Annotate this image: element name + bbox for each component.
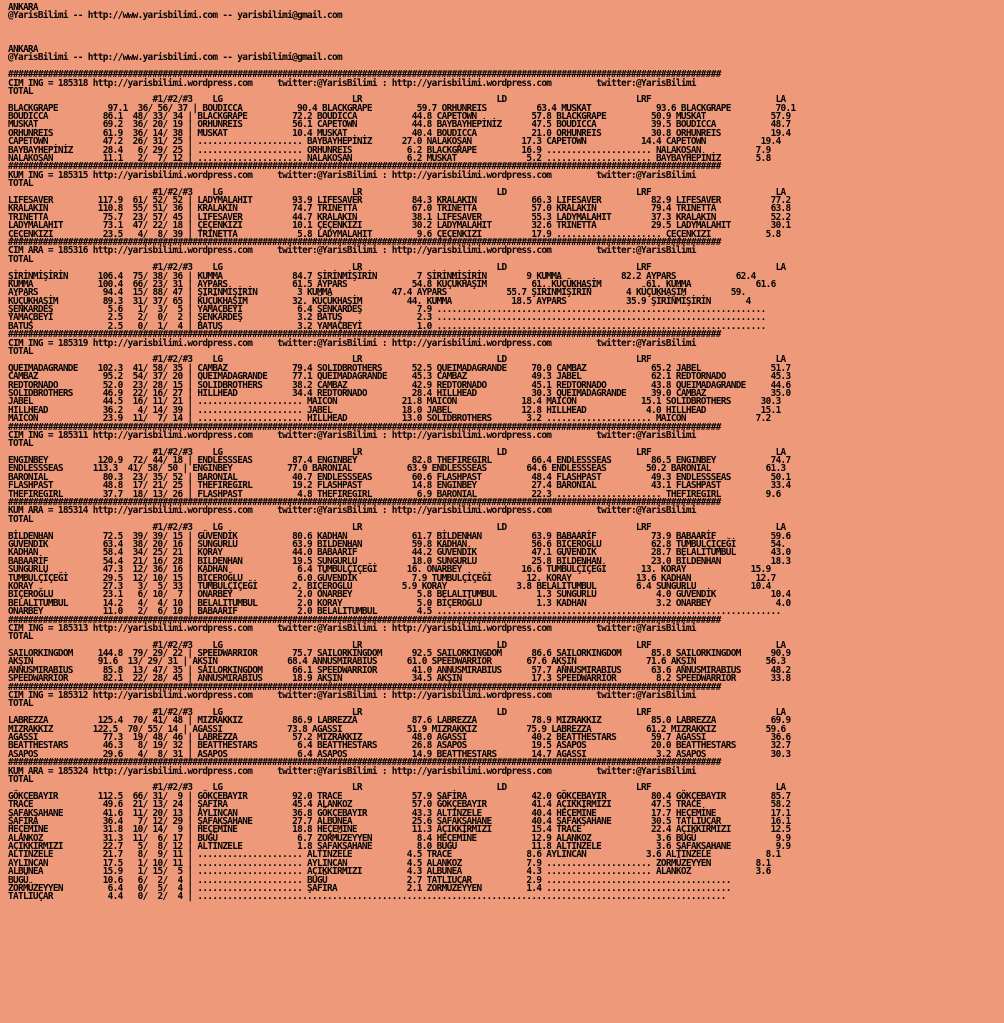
column-header: #1/#2/#3 LG LR LD LRF LA [8, 262, 786, 274]
horse-row: CAPETOWN 47.2 26/ 31/ 25 | ..................... BAYBAYHEPİNİZ 27.0 NALAKOŞAN 17.3 CAPETOWN 14.4 CAPETOWN 19.4 [8, 136, 781, 148]
race-title: CIM ING = 185319 http://yarisbilimi.wordpress.com twitter:@YarisBilimi : http://yarisbilimi.wordpress.com twitter:@YarisBilimi [8, 337, 696, 349]
column-header: #1/#2/#3 LG LR LD LRF LA [8, 782, 786, 794]
horse-row: BELALITUMBUL 14.2 4/ 4/ 10 | BELALITUMBUL 2.0 KORAY 5.0 BİÇEROĞLU 1.3 KADHAN 3.2 ONARBEY 4.0 [8, 597, 791, 609]
section-separator: ############################################################################################################################################### [8, 236, 721, 248]
horse-row: ŞİRİNMİŞİRİN 106.4 75/ 38/ 36 | KUMMA 84.7 ŞİRİNMİŞİRİN 7 ŞİRİNMİŞİRİN 9 KUMMA 82.2 AYPARS 62.4 [8, 270, 756, 282]
horse-row: ŞAFAKŞAHANE 41.6 11/ 20/ 13 | AYLINCAN 36.8 GÖKÇEBAYIR 43.3 ALTINZELE 40.4 HEÇEMİNE 17.7 HEÇEMİNE 17.1 [8, 807, 791, 819]
race-title: CIM ING = 185318 http://yarisbilimi.wordpress.com twitter:@YarisBilimi : http://yarisbilimi.wordpress.com twitter:@YarisBilimi [8, 77, 696, 89]
horse-row: SPEEDWARRIOR 82.1 22/ 28/ 45 | ANNUSMIRABIUS 18.9 AKŞIN 34.5 AKŞIN 17.3 SPEEDWARRIOR 8.2 SPEEDWARRIOR 33.8 [8, 673, 791, 685]
horse-row: FLASHPAST 48.8 17/ 21/ 25 | THEFIREGIRL 19.2 FLASHPAST 14.8 ENGINBEY 27.4 BARONIAL 43.1 FLASHPAST 33.4 [8, 480, 791, 492]
section-separator: ############################################################################################################################################### [8, 681, 721, 693]
column-header: #1/#2/#3 LG LR LD LRF LA [8, 354, 786, 366]
spacer [8, 38, 1004, 46]
section-separator: ############################################################################################################################################### [8, 161, 721, 173]
horse-row: LABREZZA 125.4 70/ 41/ 48 | MIZRAKKIZ 86.9 LABREZZA 87.6 LABREZZA 78.9 MIZRAKKIZ 85.0 LABREZZA 69.9 [8, 715, 791, 727]
horse-row: YAMAÇBEYİ 2.5 2/ 0/ 2 | ŞENKARDEŞ 3.2 BATUŞ 2.3 .................................................................. [8, 312, 766, 324]
horse-row: ZORMÜZEYYEN 6.4 0/ 5/ 4 | ..................... ŞAFİRA 2.1 ZORMÜZEYYEN 1.4 ..................................... [8, 883, 731, 895]
horse-row: TRINETTA 75.7 23/ 57/ 45 | LIFESAVER 44.7 KRALAKIN 38.1 LIFESAVER 55.3 LADYMALAHIT 37.3 KRALAKIN 52.2 [8, 211, 791, 223]
column-header: #1/#2/#3 LG LR LD LRF LA [8, 186, 786, 198]
horse-row: JABEL 44.5 16/ 11/ 21 | ..................... MAICON 21.8 MAICON 18.4 MAICON 15.1 SOLIDBROTHERS 30.3 [8, 396, 781, 408]
horse-row: TATLIUÇAR 4.4 0/ 2/ 4 | .......................................................................................................... [8, 891, 726, 903]
horse-row: ALBUNEA 15.9 1/ 15/ 5 | ..................... AÇIKKIRMIZI 4.3 ALBUNEA 4.3 ..................... ALANKOZ 3.6 [8, 866, 771, 878]
horse-row: MIZRAKKIZ 122.5 70/ 55/ 14 | AGASSI 73.8 AGASSI 51.9 MIZRAKKIZ 75.9 LABREZZA 61.2 MIZRAKKIZ 59.6 [8, 723, 786, 735]
horse-row: LIFESAVER 117.9 61/ 52/ 52 | LADYMALAHIT 93.9 LIFESAVER 84.3 KRALAKIN 66.3 LIFESAVER 82.9 LIFESAVER 77.2 [8, 194, 791, 206]
horse-row: ALANKOZ 31.3 11/ 6/ 17 | BUGÜ 6.7 ZORMÜZEYYEN 8.4 HEÇEMİNE 12.9 ALANKOZ 3.6 BUGÜ 9.9 [8, 832, 791, 844]
section-separator: ############################################################################################################################################### [8, 421, 721, 433]
horse-row: REDTORNADO 52.0 23/ 28/ 15 | SOLIDBROTHERS 38.2 CAMBAZ 42.9 REDTORNADO 45.1 REDTORNADO 43.8 QUEIMADAGRANDE 44.6 [8, 379, 791, 391]
horse-row: GÖKÇEBAYIR 112.5 66/ 31/ 9 | GÖKÇEBAYIR 92.0 TRACE 57.9 ŞAFİRA 42.0 GÖKÇEBAYIR 80.4 GÖKÇEBAYIR 85.7 [8, 790, 791, 802]
column-header: #1/#2/#3 LG LR LD LRF LA [8, 522, 786, 534]
column-header: #1/#2/#3 LG LR LD LRF LA [8, 94, 786, 106]
horse-row: AÇIKKIRMIZI 22.7 5/ 8/ 12 | ALTINZELE 1.8 ŞAFAKŞAHANE 8.0 BUGÜ 11.8 ALTINZELE 3.6 ŞAFAKŞAHANE 9.9 [8, 841, 791, 853]
horse-row: LADYMALAHIT 73.1 47/ 22/ 18 | ÇEÇENKIZI 10.1 ÇEÇENKIZI 30.2 LADYMALAHIT 32.6 TRINETTA 29.5 LADYMALAHIT 30.1 [8, 220, 791, 232]
horse-row: MAICON 23.9 11/ 7/ 14 | ..................... HILLHEAD 13.0 SOLIDBROTHERS 3.2 ..................... MAICON 7.2 [8, 413, 771, 425]
horse-row: ONARBEY 11.0 2/ 6/ 10 | BABAARİF 2.0 BELALITUMBUL 4.5 ..................................................................... [8, 606, 781, 618]
total-label: TOTAL [8, 253, 33, 265]
contact-line: @YarisBilimi -- http://www.yarisbilimi.com -- yarisbilimi@gmail.com [8, 52, 342, 64]
total-label: TOTAL [8, 85, 33, 97]
horse-row: ORHUNREIS 61.9 36/ 14/ 38 | MUSKAT 10.4 MUSKAT 40.4 BOUDICCA 21.0 ORHUNREIS 30.8 ORHUNREIS 19.4 [8, 127, 791, 139]
horse-row: BAYBAYHEPİNİZ 28.4 6/ 29/ 25 | ..................... ORHUNREIS 6.2 BLACKGRAPE 16.9 ..................... NALAKOŞAN 7.9 [8, 144, 771, 156]
total-label: TOTAL [8, 773, 33, 785]
horse-row: BOUDICCA 86.1 48/ 33/ 34 | BLACKGRAPE 72.2 BOUDICCA 44.8 CAPETOWN 57.8 BLACKGRAPE 50.9 MUSKAT 57.9 [8, 111, 791, 123]
total-label: TOTAL [8, 631, 33, 643]
spacer [8, 21, 1004, 29]
horse-row: HILLHEAD 36.2 4/ 14/ 39 | ..................... JABEL 18.0 JABEL 12.8 HILLHEAD 4.0 HILLHEAD 15.1 [8, 404, 781, 416]
horse-row: KÜÇÜKHAŞİM 89.3 31/ 37/ 65 | KÜÇÜKHAŞİM 32. KÜÇÜKHAŞİM 44. KUMMA 18.5 AYPARS 35.9 ŞİRİNMİŞİRİN 4 [8, 295, 751, 307]
horse-row: BATUŞ 2.5 0/ 1/ 4 | BATUŞ 3.2 YAMAÇBEYİ 1.0 .................................................................. [8, 320, 766, 332]
horse-row: AYPARS 94.4 15/ 88/ 47 | ŞİRİNMİŞİRİN 3 KUMMA 47.4 AYPARS 55.7 ŞİRİNMİŞİRİN 4 KÜÇÜKHAŞİM 59. [8, 287, 746, 299]
city-heading: ANKARA [8, 43, 38, 55]
section-separator: ############################################################################################################################################### [8, 69, 721, 81]
horse-row: ALTINZELE 21.7 8/ 9/ 11 | ..................... ALTINZELE 4.5 TRACE 8.6 AYLINCAN 3.6 ALTINZELE 8.1 [8, 849, 781, 861]
race-title: KUM ING = 185315 http://yarisbilimi.wordpress.com twitter:@YarisBilimi : http://yarisbilimi.wordpress.com twitter:@YarisBilimi [8, 169, 696, 181]
section-separator: ############################################################################################################################################### [8, 497, 721, 509]
horse-row: ÇEÇENKIZI 23.5 4/ 8/ 39 | TRINETTA 5.8 LADYMALAHIT 9.6 ÇEÇENKIZI 17.9 ..................... ÇEÇENKIZI 5.8 [8, 228, 781, 240]
horse-row: BEATTHESTARS 46.3 8/ 19/ 32 | BEATTHESTARS 6.4 BEATTHESTARS 26.8 ASAPOS 19.5 ASAPOS 20.0 BEATTHESTARS 32.7 [8, 740, 791, 752]
horse-row: KADHAN 58.4 34/ 25/ 21 | KORAY 44.0 BABAARİF 44.2 GÜVENDİK 47.1 GÜVENDİK 28.7 BELALITUMBUL 43.0 [8, 547, 791, 559]
contact-line: @YarisBilimi -- http://www.yarisbilimi.com -- yarisbilimi@gmail.com [8, 10, 342, 22]
horse-row: THEFIREGIRL 37.7 18/ 13/ 26 | FLASHPAST 4.8 THEFIREGIRL 6.9 BARONIAL 22.3 ..................... THEFIREGIRL 9.6 [8, 488, 781, 500]
horse-row: BİÇEROĞLU 23.1 6/ 10/ 7 | ONARBEY 2.0 ONARBEY 5.8 BELALITUMBUL 1.3 SUNGURLU 4.0 GÜVENDİK 10.4 [8, 589, 791, 601]
horse-row: SAILORKINGDOM 144.8 79/ 29/ 22 | SPEEDWARRIOR 75.7 SAILORKINGDOM 92.5 SAILORKINGDOM 86.6 SAILORKINGDOM 85.8 SAILORKINGDOM 90.9 [8, 648, 791, 660]
race-title: KUM ARA = 185324 http://yarisbilimi.wordpress.com twitter:@YarisBilimi : http://yarisbilimi.wordpress.com twitter:@YarisBilimi [8, 765, 696, 777]
section-separator: ############################################################################################################################################### [8, 614, 721, 626]
section-separator: ############################################################################################################################################### [8, 329, 721, 341]
city-heading: ANKARA [8, 2, 38, 13]
horse-row: AYLINCAN 17.5 1/ 10/ 11 | ..................... AYLINCAN 4.5 ALANKOZ 7.9 ..................... ZORMÜZEYYEN 8.1 [8, 857, 771, 869]
horse-row: AKŞIN 91.6 13/ 29/ 31 | AKŞIN 68.4 ANNUSMIRABIUS 61.0 SPEEDWARRIOR 67.6 AKŞIN 71.6 AKŞIN 56.3 [8, 656, 786, 668]
spacer [8, 29, 1004, 37]
horse-row: BARONIAL 80.3 23/ 35/ 52 | BARONIAL 40.7 ENDLESSSEAS 60.6 FLASHPAST 48.4 FLASHPAST 49.3 ENDLESSSEAS 50.1 [8, 471, 791, 483]
horse-row: SUNGURLU 47.3 12/ 36/ 16 | KADHAN 6.4 TUMBULÇİÇEĞİ 16. ONARBEY 16.6 TUMBULÇİÇEĞİ 13. KORAY 15.9 [8, 564, 771, 576]
horse-row: ANNUSMIRABIUS 85.8 13/ 47/ 35 | SAILORKINGDOM 66.1 SPEEDWARRIOR 41.0 ANNUSMIRABIUS 57.7 ANNUSMIRABIUS 63.6 ANNUSMIRABIUS 48.2 [8, 664, 791, 676]
race-title: KUM ARA = 185314 http://yarisbilimi.wordpress.com twitter:@YarisBilimi : http://yarisbilimi.wordpress.com twitter:@YarisBilimi [8, 505, 696, 517]
horse-row: SOLIDBROTHERS 46.9 22/ 16/ 27 | HILLHEAD 34.4 REDTORNADO 28.4 HILLHEAD 30.3 QUEIMADAGRANDE 39.0 CAMBAZ 35.0 [8, 387, 791, 399]
horse-row: BİLDENHAN 72.5 39/ 39/ 15 | GÜVENDİK 80.6 KADHAN 61.7 BİLDENHAN 63.9 BABAARİF 73.9 BABAARİF 59.6 [8, 530, 791, 542]
horse-row: ENDLESSSEAS 113.3 41/ 58/ 50 | ENGINBEY 77.0 BARONIAL 63.9 ENDLESSSEAS 64.6 ENDLESSSEAS 50.2 BARONIAL 61.3 [8, 463, 786, 475]
total-label: TOTAL [8, 346, 33, 358]
horse-row: KRALAKIN 110.8 55/ 51/ 36 | KRALAKIN 74.7 TRINETTA 67.0 TRINETTA 57.0 KRALAKIN 79.4 TRINETTA 63.8 [8, 203, 791, 215]
horse-row: ENGINBEY 120.9 72/ 44/ 18 | ENDLESSSEAS 87.4 ENGINBEY 82.8 THEFIREGIRL 66.4 ENDLESSSEAS 86.5 ENGINBEY 74.7 [8, 455, 791, 467]
horse-row: GÜVENDİK 63.4 38/ 20/ 16 | SUNGURLU 63.9 BİLDENHAN 59.8 KADHAN 56.6 BİÇEROĞLU 62.8 TUMBULÇİÇEĞİ 54. [8, 539, 786, 550]
horse-row: BUGÜ 10.6 6/ 2/ 4 | ..................... BUGÜ 2.7 TATLIUÇAR 2.9 ..................................... [8, 874, 731, 886]
horse-row: TUMBULÇİÇEĞİ 29.5 12/ 10/ 15 | BİÇEROĞLU 6.0 GÜVENDİK 7.9 TUMBULÇİÇEĞİ 12. KORAY 13.6 KADHAN 12.7 [8, 572, 776, 584]
column-header: #1/#2/#3 LG LR LD LRF LA [8, 446, 786, 458]
total-label: TOTAL [8, 513, 33, 525]
horse-row: MUSKAT 69.2 36/ 20/ 19 | ORHUNREIS 56.1 CAPETOWN 44.8 BAYBAYHEPİNİZ 47.5 BOUDICCA 39.5 BOUDICCA 48.7 [8, 119, 791, 131]
column-header: #1/#2/#3 LG LR LD LRF LA [8, 706, 786, 718]
race-title: CIM ING = 185313 http://yarisbilimi.wordpress.com twitter:@YarisBilimi : http://yarisbilimi.wordpress.com twitter:@YarisBilimi [8, 622, 696, 634]
horse-row: KORAY 27.3 3/ 5/ 33 | TUMBULÇİÇEĞİ 2. BİÇEROĞLU 5.9 KORAY 3.8 BELALITUMBUL 6.4 SUNGURLU 10.4 [8, 580, 771, 592]
race-title: CIM ING = 185312 http://yarisbilimi.wordpress.com twitter:@YarisBilimi : http://yarisbilimi.wordpress.com twitter:@YarisBilimi [8, 690, 696, 702]
section-separator: ############################################################################################################################################### [8, 757, 721, 769]
horse-row: QUEIMADAGRANDE 102.3 41/ 58/ 35 | CAMBAZ 79.4 SOLIDBROTHERS 52.5 QUEIMADAGRANDE 70.0 CAMBAZ 65.2 JABEL 51.7 [8, 362, 791, 374]
horse-row: CAMBAZ 95.2 54/ 37/ 20 | QUEIMADAGRANDE 77.1 QUEIMADAGRANDE 45.3 CAMBAZ 49.3 JABEL 62.1 REDTORNADO 45.3 [8, 371, 791, 383]
horse-row: TRACE 49.6 21/ 13/ 24 | ŞAFİRA 45.4 ALANKOZ 57.0 GÖKÇEBAYIR 41.4 AÇIKKIRMIZI 47.5 TRACE 58.2 [8, 799, 791, 811]
race-title: CIM ARA = 185316 http://yarisbilimi.wordpress.com twitter:@YarisBilimi : http://yarisbilimi.wordpress.com twitter:@YarisBilimi [8, 245, 696, 257]
race-title: CIM ING = 185311 http://yarisbilimi.wordpress.com twitter:@YarisBilimi : http://yarisbilimi.wordpress.com twitter:@YarisBilimi [8, 429, 696, 441]
horse-row: AGASSI 77.3 19/ 48/ 46 | LABREZZA 57.2 MIZRAKKIZ 48.0 AGASSI 40.2 BEATTHESTARS 59.7 AGASSI 36.6 [8, 731, 791, 743]
total-label: TOTAL [8, 178, 33, 190]
horse-row: ŞENKARDEŞ 5.6 1/ 3/ 5 | YAMAÇBEYİ 6.4 ŞENKARDEŞ 7.9 .................................................................. [8, 304, 766, 316]
horse-row: ŞAFİRA 36.4 7/ 12/ 29 | ŞAFAKŞAHANE 27.7 ALBUNEA 25.6 ŞAFAKŞAHANE 40.4 ŞAFAKŞAHANE 30.5 TATLIUÇAR 16.1 [8, 815, 791, 827]
horse-row: NALAKOŞAN 11.1 2/ 7/ 12 | ..................... NALAKOŞAN 6.2 MUSKAT 5.2 ..................... BAYBAYHEPİNİZ 5.8 [8, 153, 771, 165]
total-label: TOTAL [8, 698, 33, 710]
horse-row: KUMMA 100.4 66/ 23/ 31 | AYPARS 61.5 AYPARS 54.8 KÜÇÜKHAŞİM 61. KÜÇÜKHAŞİM 61. KUMMA 61.6 [8, 278, 776, 290]
total-label: TOTAL [8, 438, 33, 450]
horse-row: HEÇEMİNE 31.8 10/ 14/ 9 | HEÇEMİNE 18.8 HEÇEMİNE 11.3 AÇIKKIRMIZI 15.4 TRACE 22.4 AÇIKKIRMIZI 12.5 [8, 824, 791, 836]
horse-row: BABAARİF 54.4 21/ 16/ 28 | BİLDENHAN 19.5 SUNGURLU 18.0 SUNGURLU 25.8 BİLDENHAN 23.0 BİLDENHAN 18.3 [8, 555, 791, 567]
horse-row: ASAPOS 29.6 4/ 8/ 31 | ASAPOS 6.4 ASAPOS 14.9 BEATTHESTARS 14.7 AGASSI 3.2 ASAPOS 30.3 [8, 748, 791, 760]
horse-row: BLACKGRAPE 97.1 36/ 56/ 37 | BOUDICCA 90.4 BLACKGRAPE 59.7 ORHUNREIS 63.4 MUSKAT 93.6 BLACKGRAPE 70.1 [8, 102, 796, 114]
column-header: #1/#2/#3 LG LR LD LRF LA [8, 639, 786, 651]
